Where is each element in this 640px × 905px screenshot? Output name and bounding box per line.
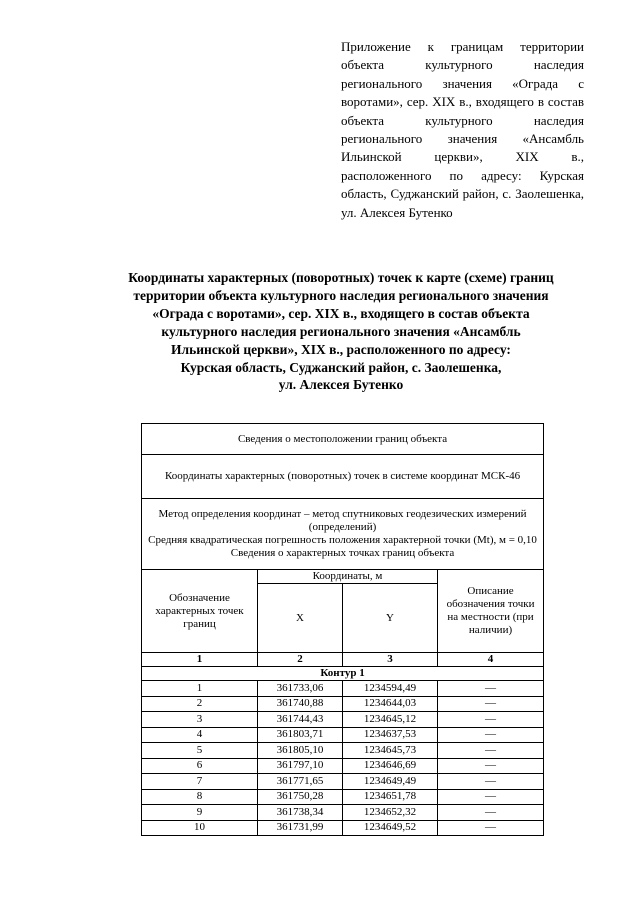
point-number-cell: 7 (142, 774, 258, 790)
x-coordinate-cell: 361744,43 (258, 712, 343, 728)
y-coordinate-cell: 1234652,32 (343, 805, 438, 821)
point-number-cell: 8 (142, 789, 258, 805)
y-coordinate-cell: 1234651,78 (343, 789, 438, 805)
contour-heading: Контур 1 (142, 667, 544, 681)
y-coordinate-cell: 1234637,53 (343, 727, 438, 743)
description-cell: — (438, 774, 544, 790)
description-cell: — (438, 789, 544, 805)
x-coordinate-cell: 361797,10 (258, 758, 343, 774)
section-points-heading: Сведения о характерных точках границ объекта (230, 547, 455, 559)
title-line: Координаты характерных (поворотных) точек к карте (схеме) границ (128, 270, 554, 285)
title-line: территории объекта культурного наследия регионального значения (133, 287, 549, 303)
x-coordinate-cell: 361731,99 (258, 820, 343, 836)
y-coordinate-cell: 1234594,49 (343, 681, 438, 697)
header-x: X (258, 584, 343, 653)
description-cell: — (438, 820, 544, 836)
section-location-heading: Сведения о местоположении границ объекта (142, 424, 544, 455)
description-cell: — (438, 727, 544, 743)
table-row (142, 681, 544, 697)
coordinate-system-cell: Координаты характерных (поворотных) точек в системе координат МСК-46 (142, 455, 544, 499)
description-cell: — (438, 696, 544, 712)
description-cell: — (438, 681, 544, 697)
table-row (142, 789, 544, 805)
point-number-cell: 10 (142, 820, 258, 836)
column-number: 4 (438, 653, 544, 667)
point-number-cell: 9 (142, 805, 258, 821)
header-coordinates: Координаты, м (258, 570, 438, 584)
x-coordinate-cell: 361750,28 (258, 789, 343, 805)
y-coordinate-cell: 1234645,73 (343, 743, 438, 759)
coordinates-table (141, 423, 544, 836)
table-row (142, 743, 544, 759)
x-coordinate-cell: 361738,34 (258, 805, 343, 821)
table-row (142, 820, 544, 836)
column-number: 3 (343, 653, 438, 667)
document-title (88, 269, 594, 394)
description-cell: — (438, 743, 544, 759)
table-row (142, 774, 544, 790)
y-coordinate-cell: 1234649,49 (343, 774, 438, 790)
x-coordinate-cell: 361740,88 (258, 696, 343, 712)
accuracy-text: Средняя квадратическая погрешность положения характерной точки (Mt), м = 0,10 (148, 534, 537, 546)
title-line: культурного наследия регионального значения «Ансамбль (161, 323, 521, 339)
table-row (142, 712, 544, 728)
point-number-cell: 6 (142, 758, 258, 774)
description-cell: — (438, 758, 544, 774)
header-designation: Обозначение характерных точек границ (142, 570, 258, 653)
column-number: 1 (142, 653, 258, 667)
description-cell: — (438, 712, 544, 728)
title-line: «Ограда с воротами», сер. XIX в., входящего в состав объекта (152, 305, 530, 321)
y-coordinate-cell: 1234649,52 (343, 820, 438, 836)
y-coordinate-cell: 1234644,03 (343, 696, 438, 712)
x-coordinate-cell: 361803,71 (258, 727, 343, 743)
header-y: Y (343, 584, 438, 653)
y-coordinate-cell: 1234646,69 (343, 758, 438, 774)
y-coordinate-cell: 1234645,12 (343, 712, 438, 728)
table-row (142, 696, 544, 712)
table-row (142, 727, 544, 743)
title-line: Курская область, Суджанский район, с. Заолешенка, (180, 359, 502, 375)
point-number-cell: 5 (142, 743, 258, 759)
method-cell (142, 499, 544, 570)
x-coordinate-cell: 361805,10 (258, 743, 343, 759)
title-line: Ильинской церкви», XIX в., расположенного по адресу: (171, 341, 511, 357)
title-line: ул. Алексея Бутенко (278, 377, 404, 393)
appendix-note: Приложение к границам территории объекта культурного наследия регионального значения «Ограда с воротами», сер. XIX в., входящего в состав объекта культурного наследия регионального значения «Ансамбль Ильинской церкви», XIX в., расположенного по адресу: Курская область, Суджанский район, с. Заолешенка, ул. Алексея Бутенко (341, 39, 584, 220)
method-text: Метод определения координат – метод спутниковых геодезических измерений (определений) (158, 508, 527, 533)
table-row (142, 758, 544, 774)
header-description: Описание обозначения точки на местности (при наличии) (438, 570, 544, 653)
point-number-cell: 3 (142, 712, 258, 728)
table-row (142, 805, 544, 821)
point-number-cell: 4 (142, 727, 258, 743)
x-coordinate-cell: 361733,06 (258, 681, 343, 697)
description-cell: — (438, 805, 544, 821)
x-coordinate-cell: 361771,65 (258, 774, 343, 790)
column-number: 2 (258, 653, 343, 667)
point-number-cell: 1 (142, 681, 258, 697)
point-number-cell: 2 (142, 696, 258, 712)
